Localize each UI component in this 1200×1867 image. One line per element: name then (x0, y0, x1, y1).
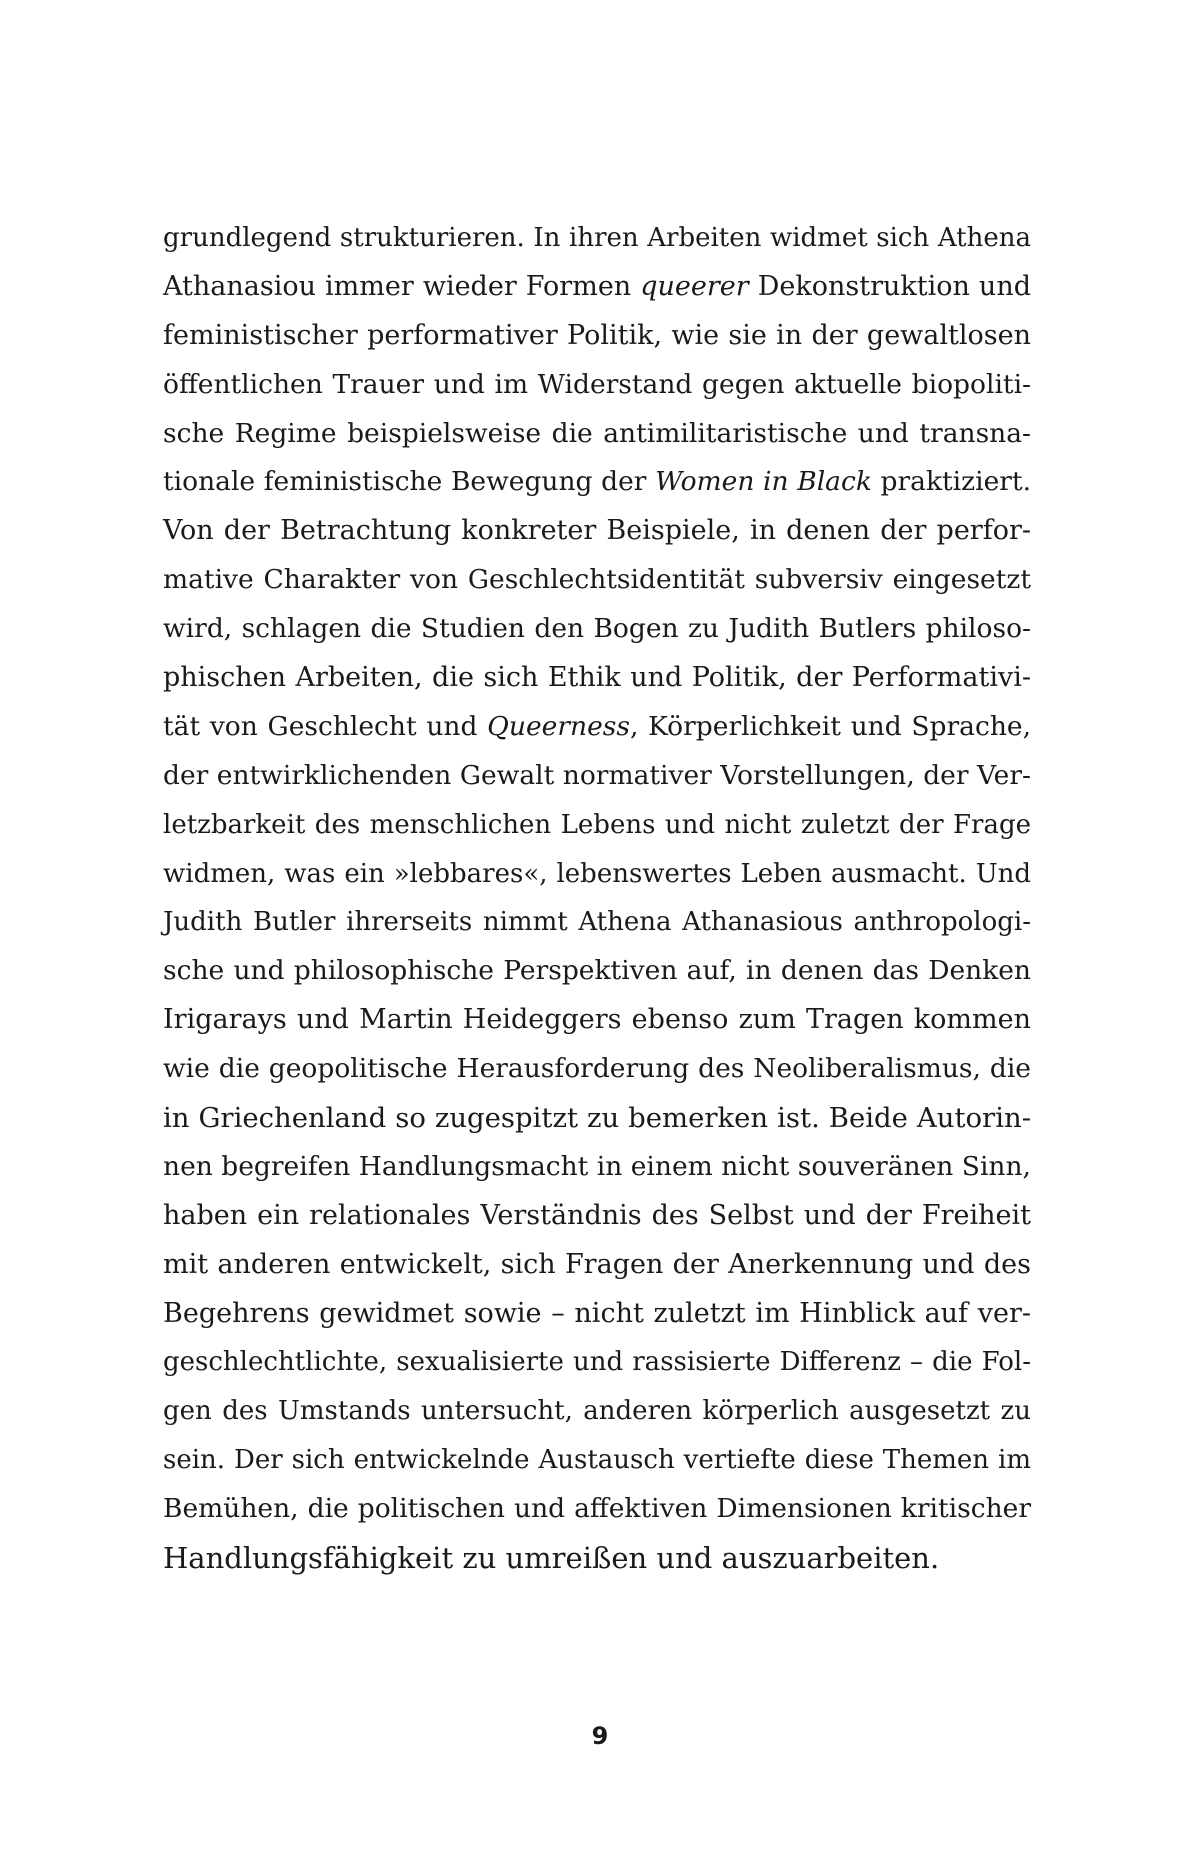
text-line (163, 947, 1031, 996)
text-segment: wie die geopolitische Herausforderung des Neoliberalismus, die (163, 1053, 1031, 1085)
text-line (163, 507, 1031, 556)
text-segment: Dekonstruktion und (748, 270, 1031, 302)
text-line (163, 1192, 1031, 1241)
text-segment: geschlechtlichte, sexualisierte und rassisierte Differenz – die Fol- (163, 1347, 1031, 1378)
text-segment: Von der Betrachtung konkreter Beispiele, in denen der perfor- (163, 515, 1031, 547)
text-line (163, 361, 1031, 410)
text-segment: sche und philosophische Perspektiven auf, in denen das Denken (163, 955, 1031, 987)
text-line (163, 654, 1031, 703)
text-line (163, 1485, 1031, 1534)
text-segment: mit anderen entwickelt, sich Fragen der Anerkennung und des (163, 1248, 1031, 1280)
text-segment: gen des Umstands untersucht, anderen körperlich ausgesetzt zu (163, 1396, 1031, 1427)
text-segment: Begehrens gewidmet sowie – nicht zuletzt im Hinblick auf ver- (163, 1297, 1031, 1329)
text-segment: widmen, was ein »lebbares«, lebenswertes Leben ausmacht. Und (163, 858, 1031, 889)
text-segment: in Griechenland so zugespitzt zu bemerken ist. Beide Autorin- (163, 1102, 1031, 1135)
text-segment: Bemühen, die politischen und affektiven Dimensionen kritischer (163, 1493, 1031, 1525)
text-segment: grundlegend strukturieren. In ihren Arbeiten widmet sich Athena (163, 223, 1031, 253)
text-segment: öffentlichen Trauer und im Widerstand gegen aktuelle biopoliti- (163, 368, 1031, 400)
text-line (163, 263, 1031, 312)
text-segment: haben ein relationales Verständnis des Selbst und der Freiheit (163, 1199, 1031, 1231)
text-segment: sche Regime beispielsweise die antimilitaristische und transna- (163, 417, 1031, 449)
italic-term: queerer (640, 270, 749, 302)
text-line (163, 1387, 1031, 1436)
text-segment: feministischer performativer Politik, wie sie in der gewaltlosen (163, 319, 1031, 351)
text-segment: tionale feministische Bewegung der (163, 466, 656, 498)
text-line (163, 1045, 1031, 1094)
text-line (163, 1143, 1031, 1192)
italic-term: Women in Black (655, 466, 872, 498)
text-line (163, 458, 1031, 507)
text-segment: tät von Geschlecht und (163, 710, 488, 742)
text-segment: praktiziert. (871, 466, 1031, 498)
text-line (163, 605, 1031, 654)
body-text (163, 214, 1031, 1583)
text-segment: wird, schlagen die Studien den Bogen zu Judith Butlers philoso- (163, 613, 1031, 645)
text-line (163, 312, 1031, 361)
text-segment: , Körperlichkeit und Sprache, (629, 710, 1031, 742)
page-number: 9 (591, 1722, 609, 1750)
text-line (163, 214, 1031, 263)
text-line (163, 556, 1031, 605)
text-line (163, 703, 1031, 752)
text-line (163, 1436, 1031, 1485)
text-line (163, 1338, 1031, 1387)
text-line (163, 996, 1031, 1045)
text-line (163, 1534, 1031, 1583)
text-line (163, 898, 1031, 947)
text-line (163, 850, 1031, 899)
italic-term: Queerness (487, 710, 630, 742)
text-segment: letzbarkeit des menschlichen Lebens und nicht zuletzt der Frage (163, 809, 1031, 840)
text-segment: sein. Der sich entwickelnde Austausch vertiefte diese Themen im (163, 1445, 1031, 1476)
text-segment: nen begreifen Handlungsmacht in einem nicht souveränen Sinn, (163, 1150, 1031, 1182)
text-segment: Judith Butler ihrerseits nimmt Athena Athanasious anthropologi- (163, 907, 1031, 938)
text-line (163, 801, 1031, 850)
text-segment: phischen Arbeiten, die sich Ethik und Politik, der Performativi- (163, 662, 1031, 694)
text-line (163, 1290, 1031, 1339)
text-segment: mative Charakter von Geschlechtsidentität subversiv eingesetzt (163, 564, 1031, 596)
text-segment: Handlungsfähigkeit zu umreißen und auszuarbeiten. (163, 1541, 940, 1576)
text-line (163, 1094, 1031, 1143)
text-segment: der entwirklichenden Gewalt normativer Vorstellungen, der Ver- (163, 759, 1031, 791)
text-line (163, 410, 1031, 459)
text-segment: Irigarays und Martin Heideggers ebenso zum Tragen kommen (163, 1004, 1031, 1036)
text-segment: Athanasiou immer wieder Formen (163, 270, 641, 302)
text-line (163, 1241, 1031, 1290)
text-line (163, 752, 1031, 801)
